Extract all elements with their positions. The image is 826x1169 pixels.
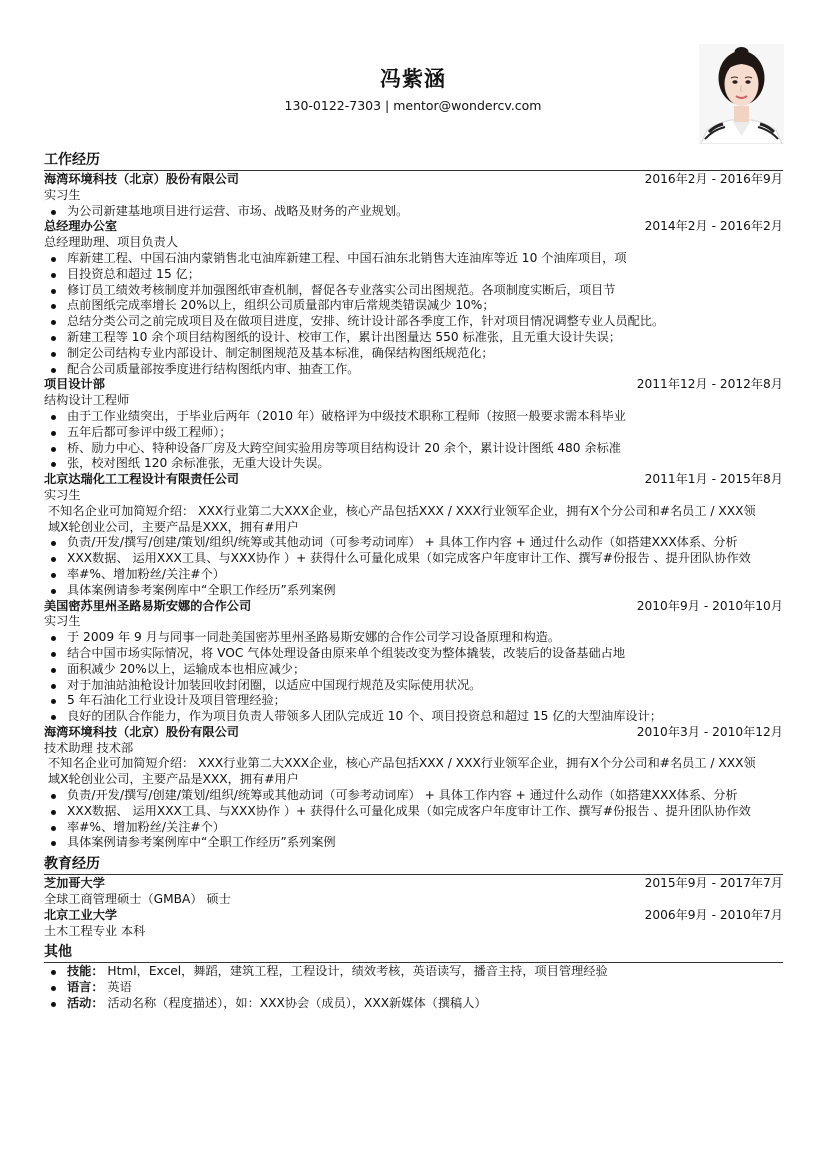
entry-bullets [44,535,783,598]
entry-header [44,599,783,615]
work-entry [44,599,783,725]
work-section [44,150,783,851]
item-text: 活动名称（程度描述），如：XXX协会（成员），XXX新媒体（撰稿人） [103,996,487,1011]
entry-bullets [44,788,783,851]
resume-header [0,0,826,150]
bullet-item: 配合公司质量部按季度进行结构图纸内审、抽查工作。 [44,362,783,378]
entry-date: 2010年3月 - 2010年12月 [636,724,783,739]
bullet-item: 张，校对图纸 120 余标准张，无重大设计失误。 [44,456,783,472]
entry-header [44,472,783,488]
company-description-line: 域X轮创业公司，主要产品是XXX，拥有#用户 [48,772,299,787]
work-entry [44,472,783,598]
entry-date: 2011年12月 - 2012年8月 [636,377,783,392]
entry-role: 实习生 [44,487,81,502]
bullet-item: 5 年石油化工行业设计及项目管理经验； [44,693,783,709]
bullet-item: 具体案例请参考案例库中“全职工作经历”系列案例 [44,583,783,599]
activities-item [44,996,783,1012]
company-description-line: 域X轮创业公司，主要产品是XXX，拥有#用户 [48,519,299,534]
skills-item [44,964,783,980]
bullet-item: 库新建工程、中国石油内蒙销售北屯油库新建工程、中国石油东北销售大连油库等近 10 个油库项目，项 [44,251,783,267]
degree: 全球工商管理硕士（GMBA） 硕士 [44,892,231,907]
entry-organization: 海湾环境科技（北京）股份有限公司 [44,724,239,739]
entry-organization: 美国密苏里州圣路易斯安娜的合作公司 [44,598,252,613]
education-section [44,854,783,939]
entry-date: 2010年9月 - 2010年10月 [636,598,783,613]
bullet-item: 于 2009 年 9 月与同事一同赴美国密苏里州圣路易斯安娜的合作公司学习设备原理和构造。 [44,630,783,646]
portrait-illustration [699,44,784,144]
bullet-item: 点前图纸完成率增长 20%以上，组织公司质量部内审后常规类错误减少 10%； [44,298,783,314]
entry-bullets [44,251,783,377]
bullet-item: XXX数据、 运用XXX工具、与XXX协作 ）+ 获得什么可量化成果（如完成客户年度审计工作、撰写#份报告 、提升团队协作效 [44,551,783,567]
entry-date: 2014年2月 - 2016年2月 [644,219,783,234]
bullet-item: 率#%、增加粉丝/关注#个） [44,820,783,836]
entry-organization: 项目设计部 [44,377,105,392]
candidate-name: 冯紫涵 [380,67,446,91]
other-section [44,942,783,1011]
entry-role: 结构设计工程师 [44,393,130,408]
bullet-item: 目投资总和超过 15 亿； [44,267,783,283]
bullet-item: 面积减少 20%以上，运输成本也相应减少； [44,662,783,678]
work-entry [44,219,783,377]
entry-bullets [44,630,783,725]
entry-role: 技术助理 技术部 [44,740,134,755]
bullet-item: 对于加油站油枪设计加装回收封闭圈，以适应中国现行规范及实际使用状况。 [44,678,783,694]
entry-organization: 海湾环境科技（北京）股份有限公司 [44,172,239,186]
item-label: 语言： [67,980,104,995]
bullet-item: 由于工作业绩突出，于毕业后两年（2010 年）破格评为中级技术职称工程师（按照一般要求需本科毕业 [44,409,783,425]
entry-date: 2011年1月 - 2015年8月 [644,472,783,487]
languages-item [44,980,783,996]
entry-bullets [44,204,783,220]
entry-header [44,219,783,235]
resume-content [44,150,783,1012]
entry-header [44,725,783,741]
entry-role: 总经理助理、项目负责人 [44,235,179,250]
bullet-item: 修订员工绩效考核制度并加强图纸审查机制，督促各专业落实公司出图规范。各项制度实断后，项目节 [44,283,783,299]
entry-header [44,908,783,924]
work-entry [44,172,783,219]
bullet-item: 率#%、增加粉丝/关注#个） [44,567,783,583]
bullet-item: 具体案例请参考案例库中“全职工作经历”系列案例 [44,835,783,851]
bullet-item: 桥、励力中心、特种设备厂房及大跨空间实验用房等项目结构设计 20 余个，累计设计图纸 480 余标准 [44,441,783,457]
entry-organization: 总经理办公室 [44,219,118,234]
entry-bullets [44,409,783,472]
bullet-item: 为公司新建基地项目进行运营、市场、战略及财务的产业规划。 [44,204,783,220]
school-name: 芝加哥大学 [44,876,105,891]
item-label: 技能： [67,964,104,979]
bullet-item: XXX数据、 运用XXX工具、与XXX协作 ）+ 获得什么可量化成果（如完成客户年度审计工作、撰写#份报告 、提升团队协作效 [44,804,783,820]
entry-header [44,377,783,393]
entry-date: 2016年2月 - 2016年9月 [644,172,783,186]
item-text: Html，Excel，舞蹈，建筑工程，工程设计，绩效考核，英语读写，播音主持，项目管理经验 [103,964,608,979]
education-entry [44,908,783,940]
entry-date: 2015年9月 - 2017年7月 [644,876,783,891]
bullet-item: 负责/开发/撰写/创建/策划/组织/统筹或其他动词（可参考动词库） + 具体工作内容 + 通过什么动作（如搭建XXX体系、分析 [44,788,783,804]
profile-photo [699,44,784,144]
entry-header [44,172,783,188]
contact-info: 130-0122-7303 | mentor@wondercv.com [284,98,542,113]
education-entry [44,876,783,908]
section-title-work: 工作经历 [44,150,783,171]
entry-role: 实习生 [44,614,81,629]
bullet-item: 结合中国市场实际情况，将 VOC 气体处理设备由原来单个组装改变为整体撬装，改装后的设备基础占地 [44,646,783,662]
entry-role: 实习生 [44,187,81,202]
item-text: 英语 [103,980,132,995]
section-title-other: 其他 [44,942,783,963]
bullet-item: 制定公司结构专业内部设计、制定制图规范及基本标准，确保结构图纸规范化； [44,346,783,362]
section-title-education: 教育经历 [44,854,783,875]
company-description-line: 不知名企业可加简短介绍： XXX行业第二大XXX企业，核心产品包括XXX / XXX行业领军企业，拥有X个分公司和#名员工 / XXX领 [48,756,756,771]
bullet-item: 新建工程等 10 余个项目结构图纸的设计、校审工作，累计出图量达 550 标准张，且无重大设计失误； [44,330,783,346]
school-name: 北京工业大学 [44,907,118,922]
entry-header [44,876,783,892]
work-entry [44,725,783,851]
company-description-line: 不知名企业可加简短介绍： XXX行业第二大XXX企业，核心产品包括XXX / XXX行业领军企业，拥有X个分公司和#名员工 / XXX领 [48,503,756,518]
bullet-item: 总结分类公司之前完成项目及在做项目进度，安排、统计设计部各季度工作，针对项目情况调整专业人员配比。 [44,314,783,330]
entry-date: 2006年9月 - 2010年7月 [644,907,783,922]
other-items [44,964,783,1011]
work-entry [44,377,783,472]
bullet-item: 负责/开发/撰写/创建/策划/组织/统筹或其他动词（可参考动词库） + 具体工作内容 + 通过什么动作（如搭建XXX体系、分析 [44,535,783,551]
bullet-item: 五年后都可参评中级工程师）； [44,425,783,441]
entry-organization: 北京达瑞化工工程设计有限责任公司 [44,472,239,487]
bullet-item: 良好的团队合作能力，作为项目负责人带领多人团队完成近 10 个、项目投资总和超过 15 亿的大型油库设计； [44,709,783,725]
degree: 土木工程专业 本科 [44,923,146,938]
item-label: 活动： [67,996,104,1011]
